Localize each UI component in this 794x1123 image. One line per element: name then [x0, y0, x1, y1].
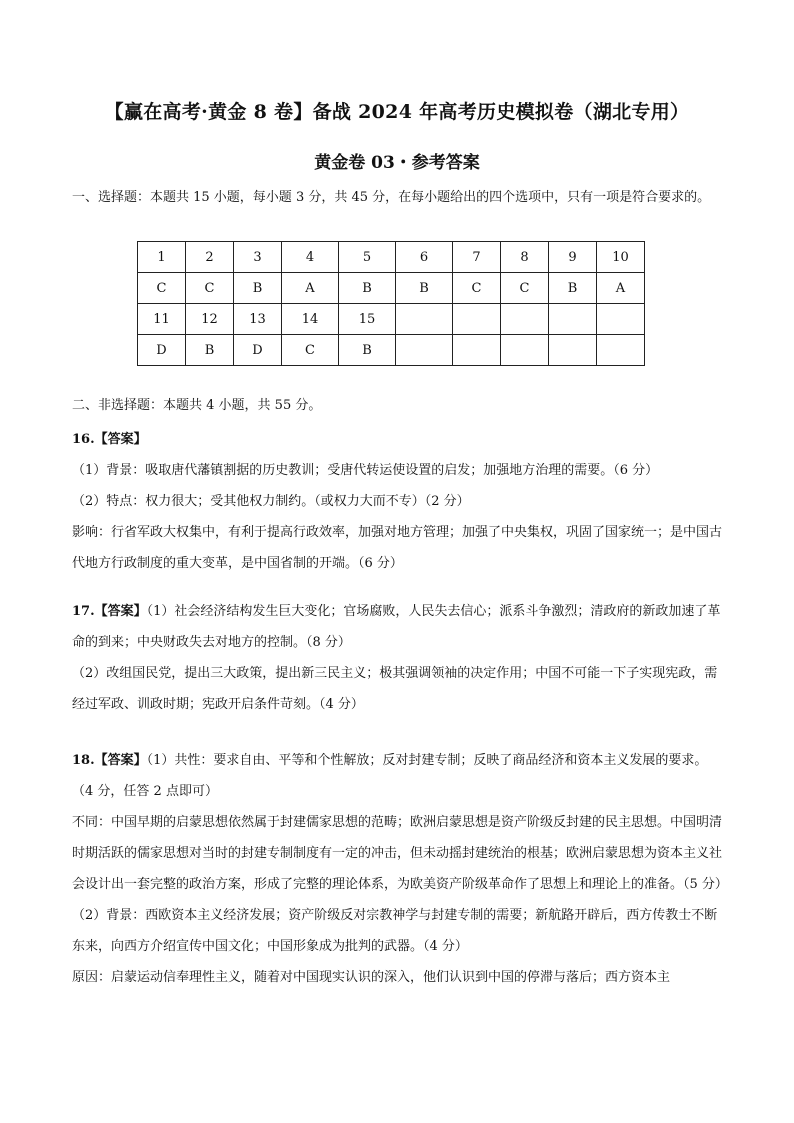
table-cell: C — [282, 335, 339, 366]
table-cell: 11 — [138, 304, 186, 335]
page-subtitle: 黄金卷 03・参考答案 — [314, 153, 480, 173]
answer-18-label: 18.【答案】 — [72, 753, 147, 768]
table-cell: 4 — [282, 242, 339, 273]
answer-16-impact: 影响：行省军政大权集中，有利于提高行政效率，加强对地方管理；加强了中央集权，巩固了国家统一；是中国古代地方行政制度的重大变革，是中国省制的开端。（6 分） — [72, 525, 723, 571]
table-cell — [549, 335, 597, 366]
answer-18-part2: （2）背景：西欧资本主义经济发展；资产阶级反对宗教神学与封建专制的需要；新航路开辟后，西方传教士不断东来，向西方介绍宣传中国文化；中国形象成为批判的武器。（4 分） — [72, 908, 718, 954]
table-cell: 7 — [453, 242, 501, 273]
table-cell: 2 — [186, 242, 234, 273]
table-cell: B — [549, 273, 597, 304]
page-title: 【赢在高考·黄金 8 卷】备战 2024 年高考历史模拟卷（湖北专用） — [104, 101, 690, 123]
table-cell: B — [339, 335, 396, 366]
table-cell: C — [453, 273, 501, 304]
table-cell — [396, 304, 453, 335]
table-cell: C — [138, 273, 186, 304]
table-cell — [597, 304, 645, 335]
table-cell: B — [234, 273, 282, 304]
table-cell: B — [396, 273, 453, 304]
answer-17 — [72, 596, 722, 720]
table-cell: 5 — [339, 242, 396, 273]
table-cell — [549, 304, 597, 335]
table-cell: A — [597, 273, 645, 304]
table-cell — [453, 335, 501, 366]
table-cell: A — [282, 273, 339, 304]
answer-18-part1: 18.【答案】（1）共性：要求自由、平等和个性解放；反对封建专制；反映了商品经济和资本主义发展的要求。（4 分，任答 2 点即可） — [72, 753, 708, 799]
table-row — [138, 273, 645, 304]
table-cell: 3 — [234, 242, 282, 273]
answer-18 — [72, 745, 728, 993]
table-cell — [501, 335, 549, 366]
table-cell — [453, 304, 501, 335]
table-cell: C — [186, 273, 234, 304]
answer-16 — [72, 424, 722, 579]
table-row — [138, 335, 645, 366]
answer-16-part1: 16.【答案】（1）背景：吸取唐代藩镇割据的历史教训；受唐代转运使设置的启发；加强地方治理的需要。（6 分） — [72, 432, 659, 478]
table-cell: B — [186, 335, 234, 366]
table-cell: 14 — [282, 304, 339, 335]
section1-intro: 一、选择题：本题共 15 小题，每小题 3 分，共 45 分，在每小题给出的四个选项中，只有一项是符合要求的。 — [72, 190, 711, 205]
table-cell: 1 — [138, 242, 186, 273]
answer-17-part2: （2）改组国民党，提出三大政策，提出新三民主义；极其强调领袖的决定作用；中国不可能一下子实现宪政，需经过军政、训政时期；宪政开启条件苛刻。（4 分） — [72, 666, 718, 712]
table-cell: 8 — [501, 242, 549, 273]
table-cell: C — [501, 273, 549, 304]
table-cell: 13 — [234, 304, 282, 335]
table-cell: 10 — [597, 242, 645, 273]
table-cell: D — [138, 335, 186, 366]
answer-18-reason: 原因：启蒙运动信奉理性主义，随着对中国现实认识的深入，他们认识到中国的停滞与落后；西方资本主 — [72, 970, 671, 985]
section2-intro: 二、非选择题：本题共 4 小题，共 55 分。 — [72, 398, 322, 413]
answer-16-part2: （2）特点：权力很大；受其他权力制约。（或权力大而不专）（2 分） — [72, 494, 470, 509]
table-cell — [501, 304, 549, 335]
table-cell — [396, 335, 453, 366]
table-cell: 12 — [186, 304, 234, 335]
table-cell: 6 — [396, 242, 453, 273]
table-row — [138, 242, 645, 273]
table-row — [138, 304, 645, 335]
answer-16-label: 16.【答案】 — [72, 432, 147, 447]
table-cell — [597, 335, 645, 366]
answer-table — [137, 241, 645, 366]
table-cell: 9 — [549, 242, 597, 273]
table-cell: D — [234, 335, 282, 366]
answer-18-difference: 不同：中国早期的启蒙思想依然属于封建儒家思想的范畴；欧洲启蒙思想是资产阶级反封建的民主思想。中国明清时期活跃的儒家思想对当时的封建专制制度有一定的冲击，但未动摇封建统治的根基；欧洲启蒙思想为资本主义社会设计出一套完整的政治方案，形成了完整的理论体系，为欧美资产阶级革命作了思想上和理论上的准备。（5 分） — [72, 815, 728, 892]
answer-17-label: 17.【答案】 — [72, 604, 147, 619]
table-cell: 15 — [339, 304, 396, 335]
table-cell: B — [339, 273, 396, 304]
answer-17-part1: 17.【答案】（1）社会经济结构发生巨大变化；官场腐败，人民失去信心；派系斗争激烈；清政府的新政加速了革命的到来；中央财政失去对地方的控制。（8 分） — [72, 604, 721, 650]
